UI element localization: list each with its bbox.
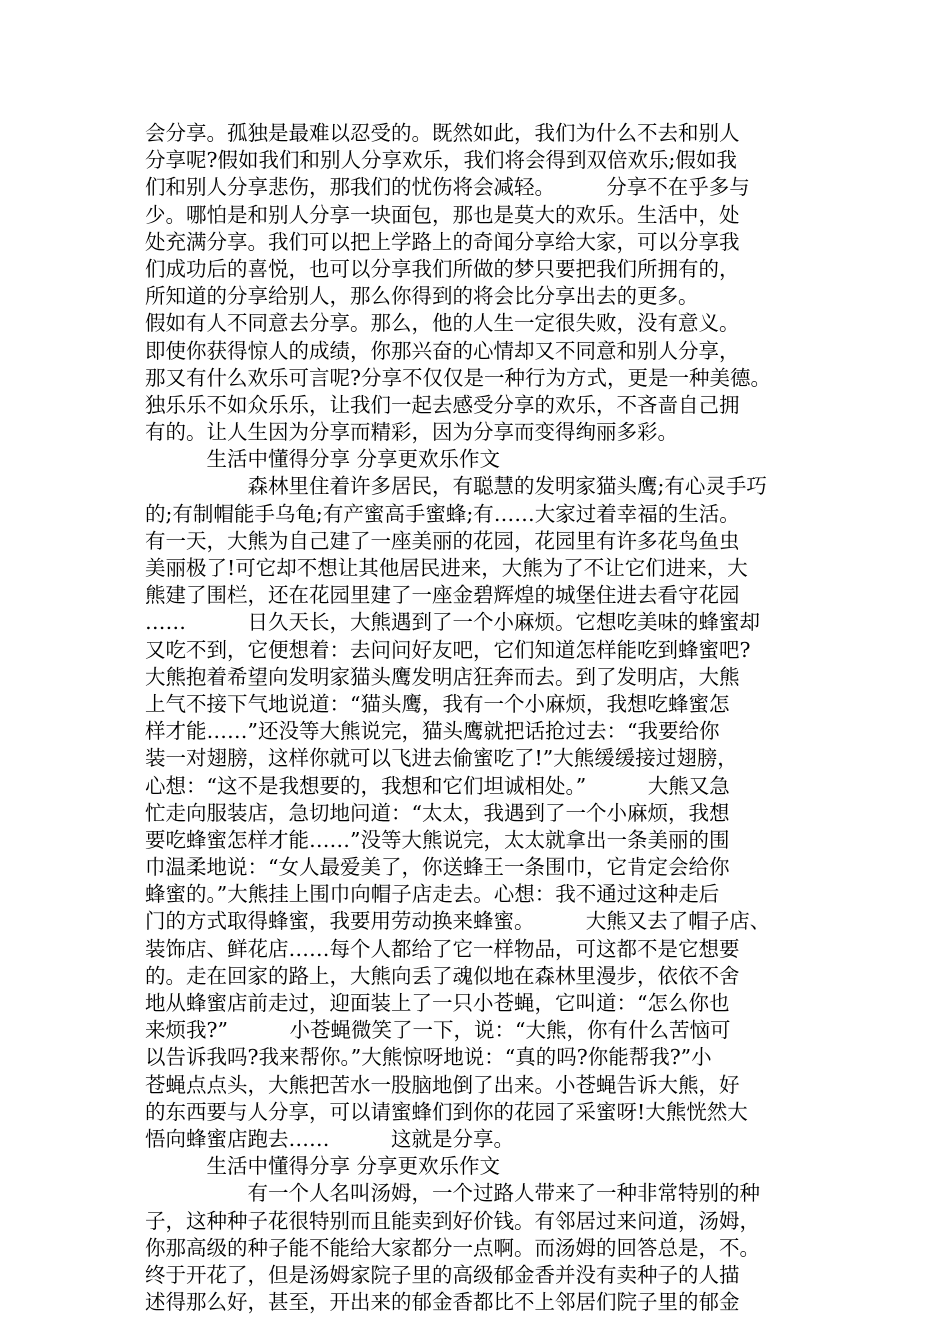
text-line: 森林里住着许多居民，有聪慧的发明家猫头鹰;有心灵手巧: [145, 474, 767, 499]
text-line: 装饰店、鲜花店……每个人都给了它一样物品，可这都不是它想要: [145, 936, 740, 961]
text-line: 假如有人不同意去分享。那么，他的人生一定很失败，没有意义。: [145, 311, 740, 336]
document-page: [145, 120, 820, 1316]
text-line: 有一个人名叫汤姆，一个过路人带来了一种非常特别的种: [145, 1181, 760, 1206]
text-line: …… 日久天长，大熊遇到了一个小麻烦。它想吃美味的蜂蜜却: [145, 610, 760, 635]
text-line: 子，这种种子花很特别而且能卖到好价钱。有邻居过来问道，汤姆，: [145, 1208, 760, 1233]
text-line: 以告诉我吗?我来帮你。”大熊惊呀地说：“真的吗?你能帮我?”小: [145, 1045, 712, 1070]
text-line: 有的。让人生因为分享而精彩，因为分享而变得绚丽多彩。: [145, 420, 678, 445]
text-line: 样才能……”还没等大熊说完，猫头鹰就把话抢过去：“我要给你: [145, 719, 720, 744]
text-line: 门的方式取得蜂蜜，我要用劳动换来蜂蜜。 大熊又去了帽子店、: [145, 909, 771, 934]
text-line: 你那高级的种子能不能给大家都分一点啊。而汤姆的回答总是，不。: [145, 1235, 760, 1260]
text-line: 巾温柔地说：“女人最爱美了，你送蜂王一条围巾，它肯定会给你: [145, 855, 730, 880]
section-heading: 生活中懂得分享 分享更欢乐作文: [145, 1154, 501, 1179]
text-line: 苍蝇点点头，大熊把苦水一股脑地倒了出来。小苍蝇告诉大熊，好: [145, 1072, 740, 1097]
text-line: 心想：“这不是我想要的，我想和它们坦诚相处。” 大熊又急: [145, 773, 730, 798]
text-line: 悟向蜂蜜店跑去…… 这就是分享。: [145, 1126, 514, 1151]
text-line: 蜂蜜的。”大熊挂上围巾向帽子店走去。心想：我不通过这种走后: [145, 882, 720, 907]
text-line: 会分享。孤独是最难以忍受的。既然如此，我们为什么不去和别人: [145, 121, 740, 145]
text-line: 们和别人分享悲伤，那我们的忧伤将会减轻。 分享不在乎多与: [145, 175, 750, 200]
text-line: 即使你获得惊人的成绩，你那兴奋的心情却又不同意和别人分享，: [145, 338, 740, 363]
text-line: 忙走向服装店，急切地问道：“太太，我遇到了一个小麻烦，我想: [145, 800, 730, 825]
text-line: 的;有制帽能手乌龟;有产蜜高手蜜蜂;有……大家过着幸福的生活。: [145, 501, 740, 526]
text-line: 终于开花了，但是汤姆家院子里的高级郁金香并没有卖种子的人描: [145, 1262, 740, 1287]
text-line: 要吃蜂蜜怎样才能……”没等大熊说完，太太就拿出一条美丽的围: [145, 827, 730, 852]
text-line: 述得那么好，甚至，开出来的郁金香都比不上邻居们院子里的郁金: [145, 1290, 740, 1315]
section-heading: 生活中懂得分享 分享更欢乐作文: [145, 447, 501, 472]
text-line: 大熊抱着希望向发明家猫头鹰发明店狂奔而去。到了发明店，大熊: [145, 664, 740, 689]
text-line: 熊建了围栏，还在花园里建了一座金碧辉煌的城堡住进去看守花园: [145, 583, 740, 608]
text-line: 的。走在回家的路上，大熊向丢了魂似地在森林里漫步，依依不舍: [145, 963, 740, 988]
text-line: 少。哪怕是和别人分享一块面包，那也是莫大的欢乐。生活中，处: [145, 202, 740, 227]
text-line: 处充满分享。我们可以把上学路上的奇闻分享给大家，可以分享我: [145, 229, 740, 254]
text-line: 美丽极了!可它却不想让其他居民进来，大熊为了不让它们进来，大: [145, 556, 748, 580]
text-line: 的东西要与人分享，可以请蜜蜂们到你的花园了采蜜呀!大熊恍然大: [145, 1099, 748, 1124]
text-line: 有一天，大熊为自己建了一座美丽的花园，花园里有许多花鸟鱼虫: [145, 528, 740, 553]
text-line: 上气不接下气地说道：“猫头鹰，我有一个小麻烦，我想吃蜂蜜怎: [145, 691, 730, 716]
text-line: 地从蜂蜜店前走过，迎面装上了一只小苍蝇，它叫道：“怎么你也: [145, 991, 730, 1015]
text-line: 又吃不到，它便想着：去问问好友吧，它们知道怎样能吃到蜂蜜吧?: [145, 637, 751, 662]
text-line: 所知道的分享给别人，那么你得到的将会比分享出去的更多。: [145, 284, 699, 309]
text-line: 来烦我?” 小苍蝇微笑了一下，说：“大熊，你有什么苦恼可: [145, 1018, 731, 1043]
text-line: 那又有什么欢乐可言呢?分享不仅仅是一种行为方式，更是一种美德。: [145, 365, 771, 390]
text-line: 们成功后的喜悦，也可以分享我们所做的梦只要把我们所拥有的，: [145, 256, 740, 281]
text-line: 分享呢?假如我们和别人分享欢乐，我们将会得到双倍欢乐;假如我: [145, 148, 737, 173]
text-line: 独乐乐不如众乐乐，让我们一起去感受分享的欢乐，不吝啬自己拥: [145, 392, 740, 417]
text-line: 装一对翅膀，这样你就可以飞进去偷蜜吃了!”大熊缓缓接过翅膀，: [145, 746, 738, 771]
